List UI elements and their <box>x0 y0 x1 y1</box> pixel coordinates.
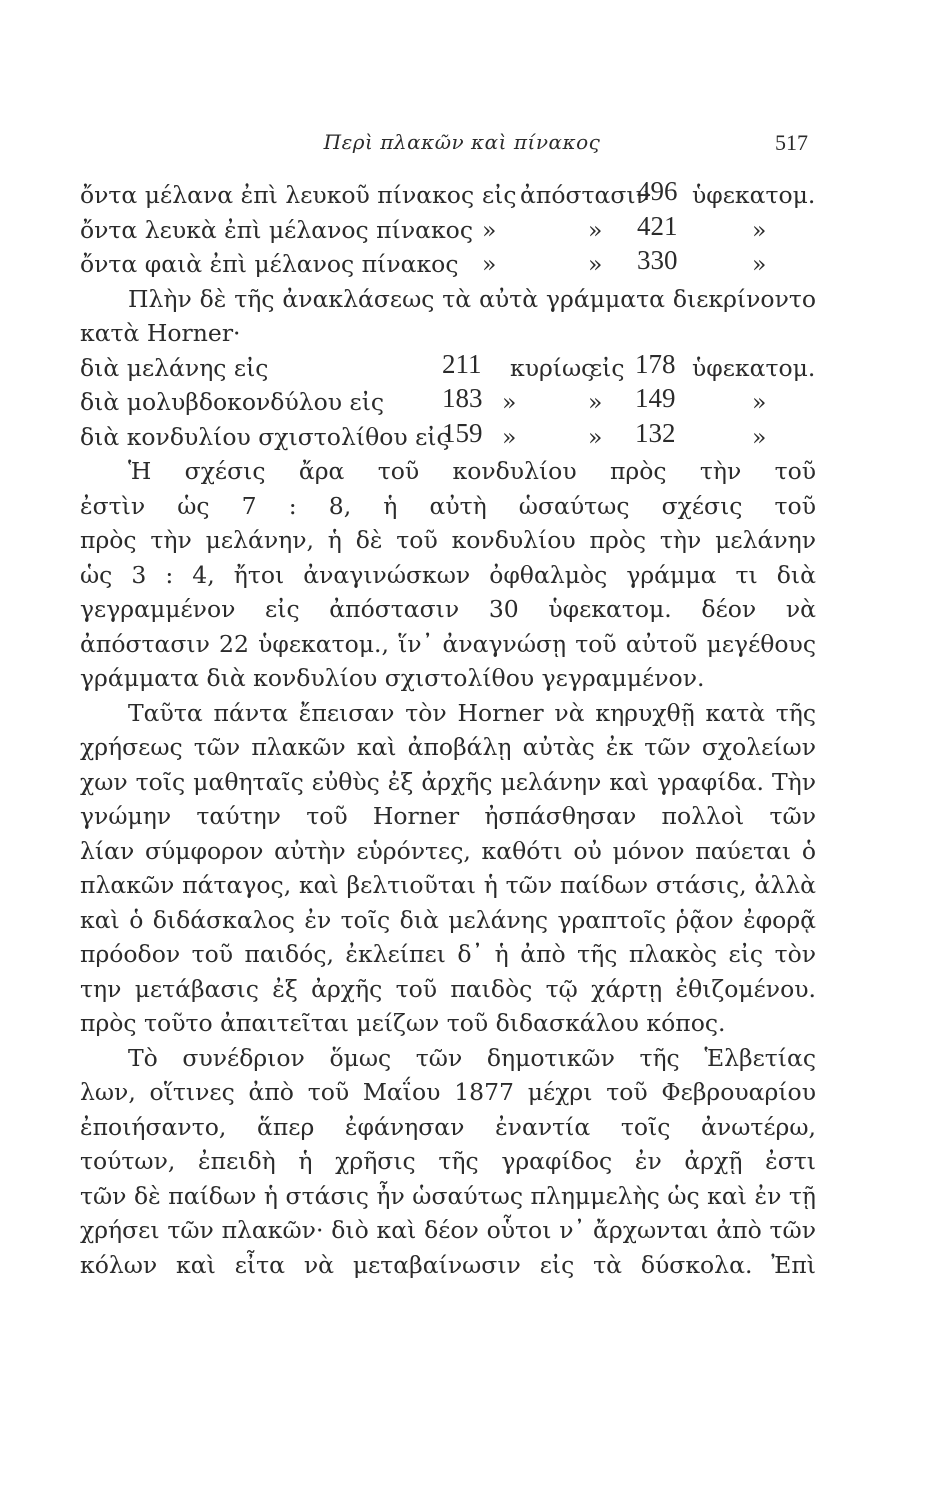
paragraph <box>80 696 816 1041</box>
table1-mid: » <box>482 215 497 244</box>
table2-value2: 178 <box>635 348 676 379</box>
intro-line: Πλὴν δὲ τῆς ἀνακλάσεως τὰ αὐτὰ γράμματα διεκρίνοντο <box>128 284 816 313</box>
table1-row <box>80 210 816 248</box>
table2-row <box>80 385 816 420</box>
text-line: γράμματα διὰ κονδυλίου σχιστολίθου γεγραμμένον. <box>80 664 705 692</box>
table1-col2: » <box>588 215 603 244</box>
paragraph <box>80 1041 816 1283</box>
table1-unit: » <box>752 215 767 244</box>
text-line: πλακῶν πάταγος, καὶ βελτιοῦται ἡ τῶν παίδων στάσις, ἀλλὰ <box>80 871 816 899</box>
table1-value: 421 <box>637 210 678 241</box>
text-line: κόλων καὶ εἶτα νὰ μεταβαίνωσιν εἰς τὰ δύσκολα. Ἐπὶ <box>80 1250 816 1279</box>
table1-col2: ἀπόστασιν <box>520 181 650 209</box>
running-head <box>112 130 812 160</box>
table2-value2: 132 <box>635 417 676 448</box>
text-line: ὡς 3 : 4, ἤτοι ἀναγινώσκων ὀφθαλμὸς γράμμα τι διὰ <box>80 560 816 589</box>
table2-row <box>80 417 816 455</box>
text-line: ἐστὶν ὡς 7 : 8, ἡ αὐτὴ ὡσαύτως σχέσις τοῦ <box>80 491 816 520</box>
text-line: ἀπόστασιν 22 ὑφεκατομ., ἵν᾽ ἀναγνώσῃ τοῦ αὐτοῦ μεγέθους <box>80 629 816 658</box>
table2-mid2: » <box>588 388 603 416</box>
table1-unit: » <box>752 250 767 278</box>
table2-mid: » <box>502 388 517 416</box>
text-line: πρὸς τὴν μελάνην, ἡ δὲ τοῦ κονδυλίου πρὸς τὴν μελάνην <box>80 526 816 554</box>
table1-label: ὄντα φαιὰ ἐπὶ μέλανος πίνακος <box>80 250 459 278</box>
text-line: χρήσει τῶν πλακῶν· διὸ καὶ δέον οὗτοι ν᾽ ἄρχωνται ἀπὸ τῶν <box>80 1216 816 1244</box>
text-line: Ἡ σχέσις ἄρα τοῦ κονδυλίου πρὸς τὴν τοῦ <box>128 457 816 485</box>
text-line: καὶ ὁ διδάσκαλος ἐν τοῖς διὰ μελάνης γραπτοῖς ῥᾷον ἐφορᾷ <box>80 905 816 934</box>
table2-mid2: » <box>588 422 603 451</box>
text-line: γνώμην ταύτην τοῦ Horner ἠσπάσθησαν πολλοὶ τῶν <box>80 802 816 830</box>
text-line: πρόοδον τοῦ παιδός, ἐκλείπει δ᾽ ἡ ἀπὸ τῆς πλακὸς εἰς τὸν <box>80 940 816 968</box>
paragraph <box>80 454 816 696</box>
table2-mid2: εἰς <box>590 353 625 382</box>
text-line: χων τοῖς μαθηταῖς εὐθὺς ἐξ ἀρχῆς μελάνην καὶ γραφίδα. Τὴν <box>80 767 816 796</box>
body-text <box>80 178 816 1282</box>
table2-unit: » <box>752 388 767 416</box>
text-line: λων, οἵτινες ἀπὸ τοῦ Μαΐου 1877 μέχρι τοῦ Φεβρουαρίου <box>80 1078 816 1106</box>
table1-label: ὄντα μέλανα ἐπὶ λευκοῦ πίνακος <box>80 181 475 209</box>
text-line: πρὸς τοῦτο ἀπαιτεῖται μείζων τοῦ διδασκάλου κόπος. <box>80 1009 726 1037</box>
table1-mid: εἰς <box>482 181 517 209</box>
table2-value1: 211 <box>442 348 482 379</box>
table1-row <box>80 247 816 282</box>
table2-label: διὰ κονδυλίου σχιστολίθου εἰς <box>80 422 450 451</box>
text-line: την μετάβασις ἐξ ἀρχῆς τοῦ παιδὸς τῷ χάρτῃ ἐθιζομένου. <box>80 974 816 1003</box>
table2-value2: 149 <box>635 383 676 413</box>
table2-unit: » <box>752 422 767 451</box>
table1-row <box>80 178 816 213</box>
table1-value: 496 <box>637 176 678 206</box>
table2-label: διὰ μολυβδοκονδύλου εἰς <box>80 388 385 416</box>
table2-label: διὰ μελάνης εἰς <box>80 353 269 382</box>
text-line: Ταῦτα πάντα ἔπεισαν τὸν Horner νὰ κηρυχθῇ κατὰ τῆς <box>128 698 816 727</box>
text-line: γεγραμμένον εἰς ἀπόστασιν 30 ὑφεκατομ. δέον νὰ <box>80 595 816 623</box>
table2-mid: » <box>502 422 517 451</box>
table1-value: 330 <box>637 245 678 275</box>
intro-line: κατὰ Horner· <box>80 319 241 347</box>
page-number: 517 <box>775 130 808 155</box>
table2-row <box>80 348 816 386</box>
table2-value1: 159 <box>442 417 483 448</box>
text-line: Τὸ συνέδριον ὅμως τῶν δημοτικῶν τῆς Ἑλβετίας <box>128 1043 816 1072</box>
text-line: ἐποιήσαντο, ἅπερ ἐφάνησαν ἐναντία τοῖς ἀνωτέρω, <box>80 1112 816 1141</box>
table1-label: ὄντα λευκὰ ἐπὶ μέλανος πίνακος <box>80 215 473 244</box>
text-line: λίαν σύμφορον αὐτὴν εὑρόντες, καθότι οὐ μόνον παύεται ὁ <box>80 836 816 865</box>
table1-col2: » <box>588 250 603 278</box>
table1-mid: » <box>482 250 497 278</box>
running-title: Περὶ πλακῶν καὶ πίνακος <box>323 130 601 154</box>
table2-mid: κυρίως <box>510 353 595 382</box>
text-line: τούτων, ἐπειδὴ ἡ χρῆσις τῆς γραφίδος ἐν ἀρχῇ ἐστι <box>80 1147 816 1175</box>
table2-value1: 183 <box>442 383 483 413</box>
text-line: χρήσεως τῶν πλακῶν καὶ ἀποβάλῃ αὐτὰς ἐκ τῶν σχολείων <box>80 733 816 761</box>
table1-unit: ὑφεκατομ. <box>692 181 816 209</box>
table2-unit: ὑφεκατομ. <box>692 353 816 382</box>
text-line: τῶν δὲ παίδων ἡ στάσις ἦν ὡσαύτως πλημμελὴς ὡς καὶ ἐν τῇ <box>80 1181 816 1210</box>
